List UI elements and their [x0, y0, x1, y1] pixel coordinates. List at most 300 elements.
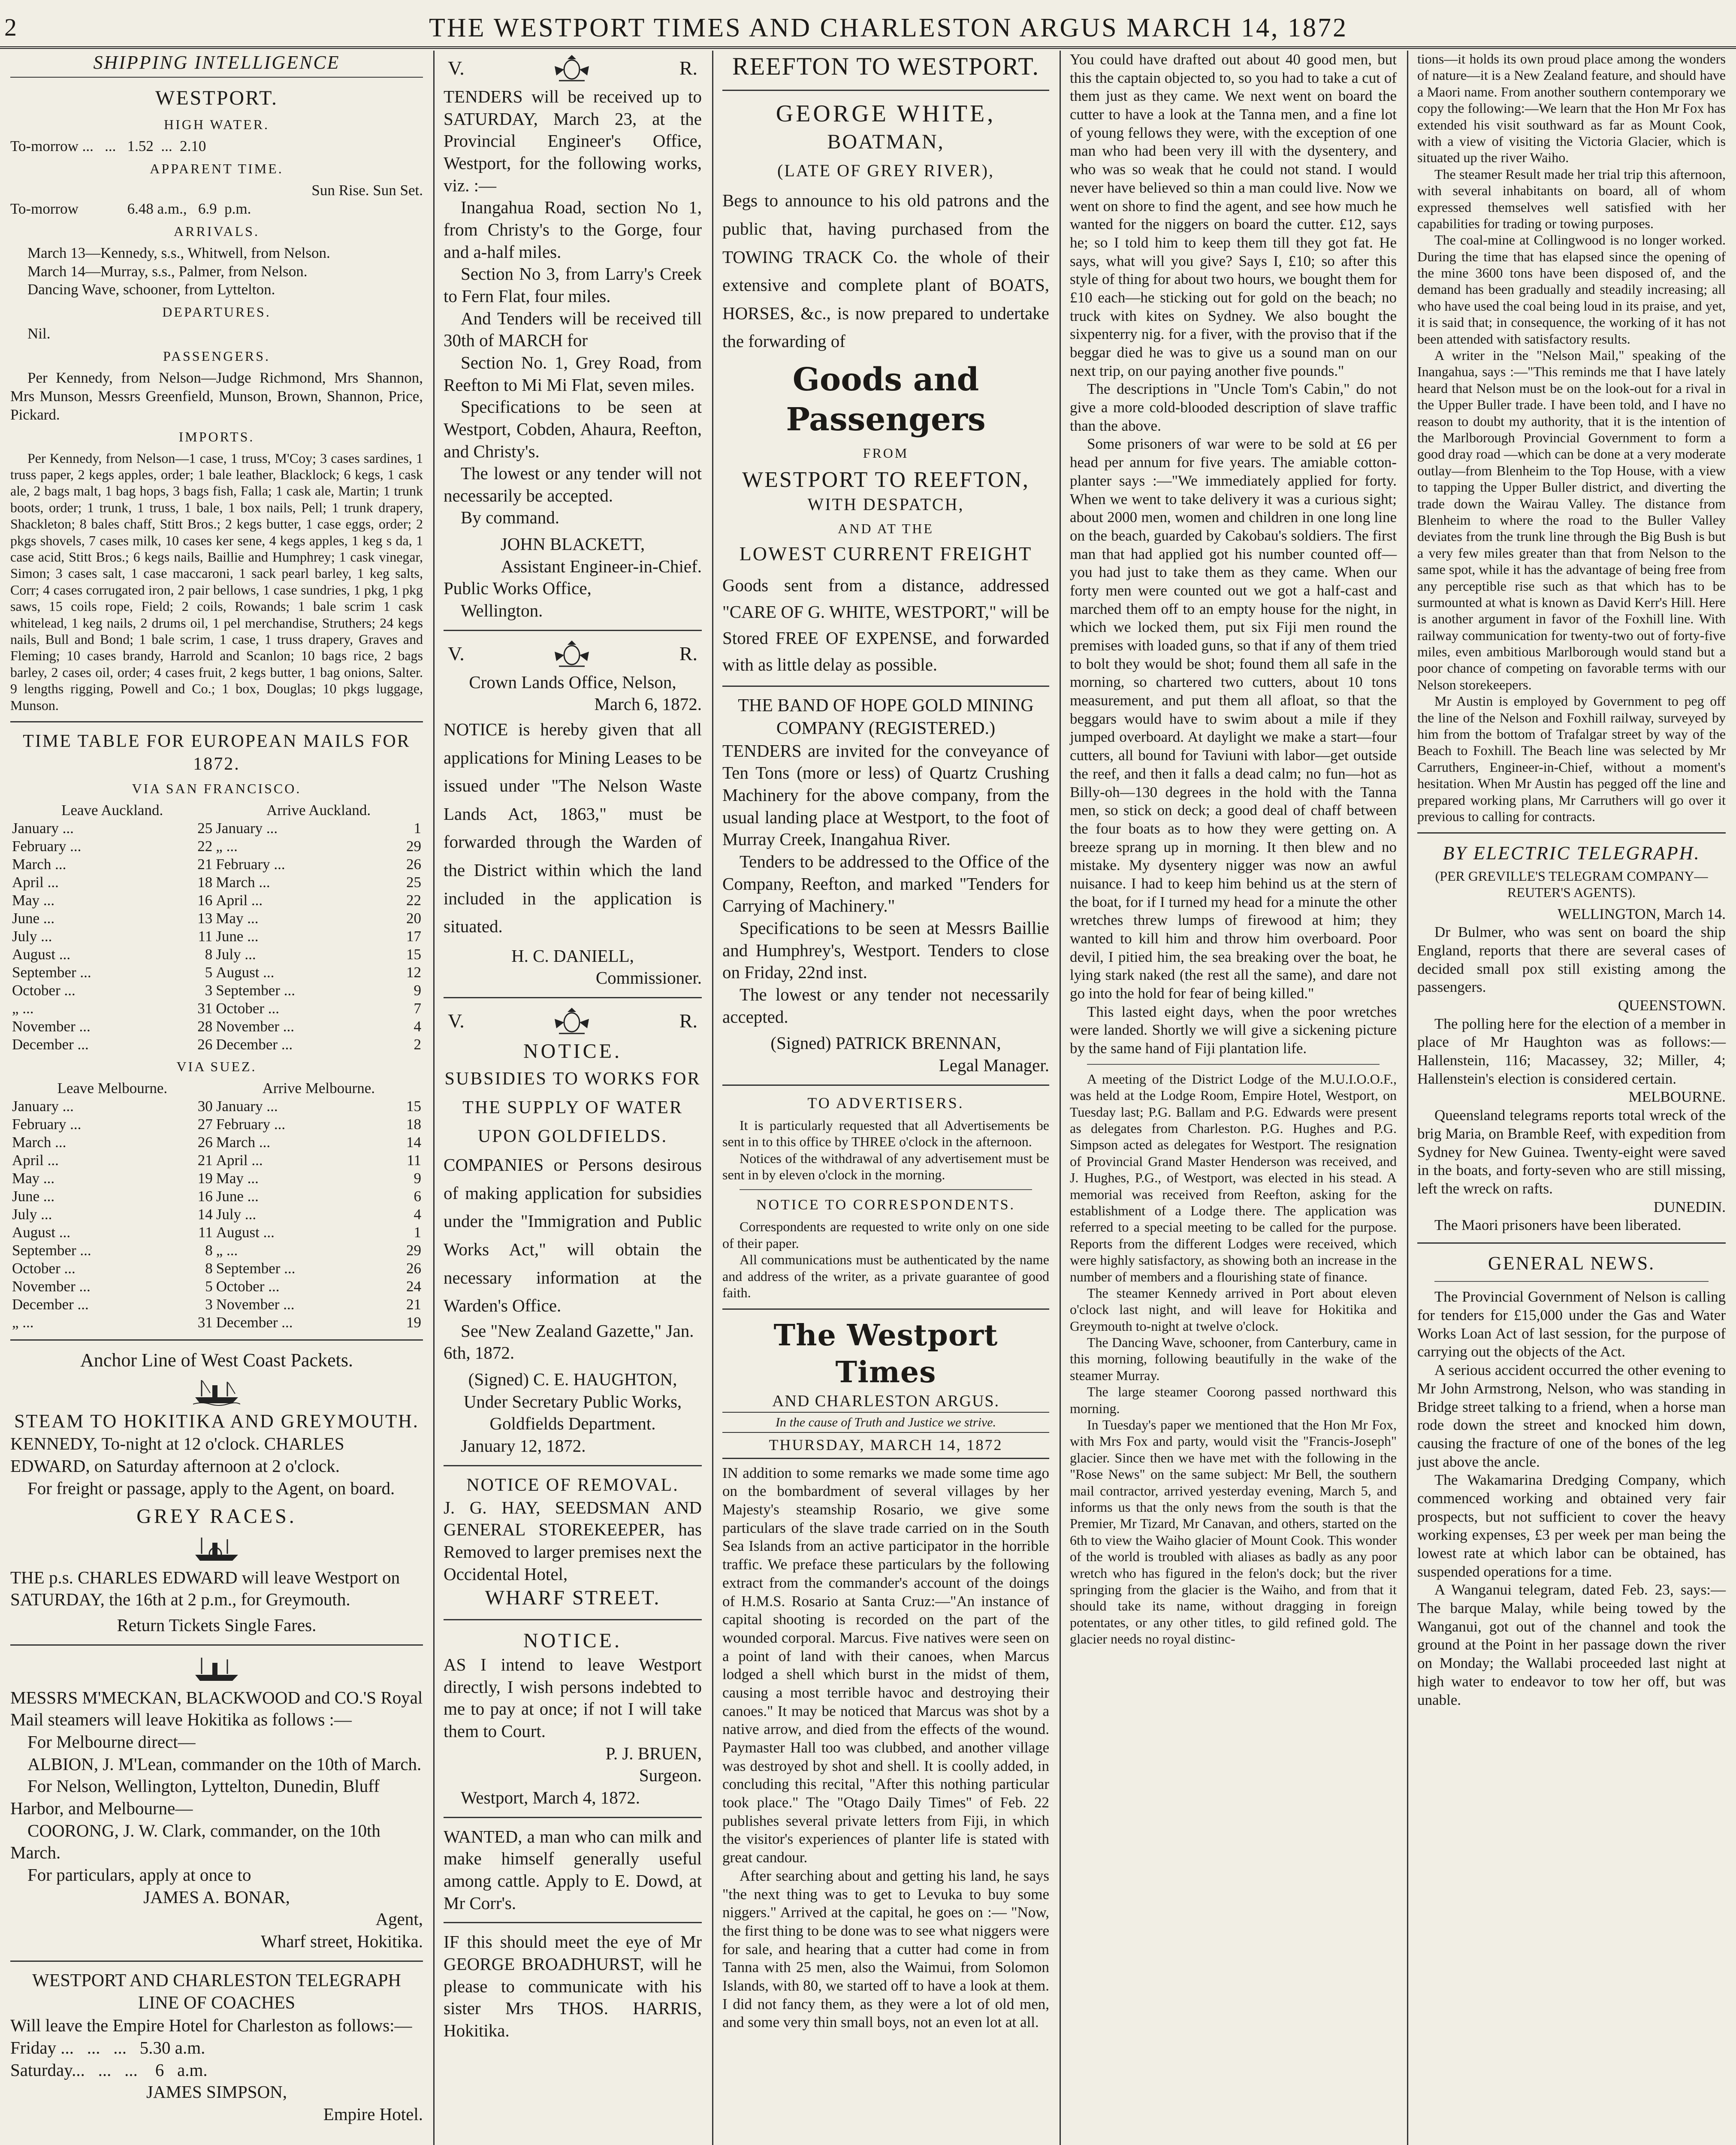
- section-rule: [444, 1817, 702, 1818]
- table-cell: 14: [406, 1134, 421, 1151]
- general-news-item: The Provincial Government of Nelson is calling for tenders for £15,000 under the Gas and Water Works Loan Act of last session, for the purpose of carrying out the objects of the Act.: [1417, 1288, 1726, 1360]
- nameplate-sub: AND CHARLESTON ARGUS.: [772, 1392, 1000, 1410]
- hope-body-2: Tenders to be addressed to the Office of the Company, Reefton, and marked "Tenders for Carrying of Machinery.": [722, 852, 1049, 916]
- news-paragraph: A writer in the "Nelson Mail," speaking of the Inangahua, says :—"This reminds me that I have lately heard that Nelson must be on the look-out for a rival in the Upper Buller trade. I have been told, and I have no reason to doubt my authority, that it is the intention of the Marlborough Provincial Government to form a good dray road —which can be done at a very moderate outlay—from Blenheim to the Top House, with a view to tapping the Upper Buller district, and diverting the trade down the Wairau Valley. The distance from Blenheim to where the road to the Buller Valley deviates from the trunk line through the Big Bush is but a very few miles greater than that from Nelson to the same spot, while it has the advantage of being free from any perceptible rise such as that which has to be surmounted at what is known as David Kerr's Hill. Here is another argument in favor of the Foxhill line. With railway communication for twenty-two out of forty-five miles, even ambitious Marlborough would stand but a poor chance of competing on favorable terms with our Nelson storekeepers.: [1417, 347, 1726, 692]
- header-rule: [0, 46, 1736, 49]
- table-cell: 15: [406, 946, 421, 963]
- sun-heads: Sun Rise. Sun Set.: [311, 182, 423, 199]
- table-cell: „ ...: [12, 1314, 34, 1331]
- table-cell: January ...: [12, 1098, 74, 1115]
- daniell-title: Commissioner.: [595, 968, 702, 988]
- table-row: [10, 964, 423, 982]
- table-cell: 1: [414, 1224, 421, 1241]
- table-cell: February ...: [216, 856, 285, 873]
- section-rule: [444, 1922, 702, 1923]
- table-row: [10, 1169, 423, 1187]
- nz-ports: For Nelson, Wellington, Lyttelton, Dunedin, Bluff Harbor, and Melbourne—: [10, 1776, 380, 1818]
- table-cell: December ...: [12, 1296, 89, 1313]
- table-cell: June ...: [12, 1188, 55, 1205]
- table-cell: April ...: [216, 1152, 263, 1169]
- high-water-line: To-morrow ... ... 1.52 ... 2.10: [10, 138, 206, 155]
- late-of-line: (LATE OF GREY RIVER),: [777, 161, 994, 181]
- departures-label: DEPARTURES.: [162, 304, 271, 320]
- brennan-name: (Signed) PATRICK BRENNAN,: [770, 1033, 1001, 1053]
- saturday-time: Saturday... ... ... 6 a.m.: [10, 2060, 208, 2080]
- haughton-title: Under Secretary Public Works,: [463, 1391, 682, 1411]
- telegraph-sub: (PER GREVILLE'S TELEGRAM COMPANY— REUTER'S AGENTS).: [1435, 868, 1708, 900]
- table-head: Arrive Melbourne.: [262, 1080, 375, 1097]
- table-row: [10, 1097, 423, 1115]
- table-row: [10, 1296, 423, 1314]
- arrival-item: March 13—Kennedy, s.s., Whitwell, from Nelson.: [27, 244, 330, 261]
- steam-body-agent: For freight or passage, apply to the Agent, on board.: [27, 1478, 395, 1498]
- hope-body: TENDERS are invited for the conveyance of Ten Tons (more or less) of Quartz Crushing Machinery for the above company, from the usual landing place at Westport, to the foot of Murray Creek, Inangahua River.: [722, 740, 1049, 849]
- royal-crest-icon: [546, 1006, 598, 1036]
- dateline-wellington: WELLINGTON, March 14.: [1557, 905, 1726, 922]
- reefton-title: REEFTON TO WESTPORT.: [732, 52, 1039, 80]
- to-correspondents: NOTICE TO CORRESPONDENTS.: [756, 1196, 1016, 1213]
- table-cell: 20: [406, 910, 421, 927]
- table-row: [10, 909, 423, 927]
- despatch-line: WITH DESPATCH,: [807, 495, 964, 514]
- royal-crest-icon: [546, 639, 598, 669]
- table-cell: September ...: [12, 1242, 91, 1259]
- table-cell: 3: [205, 982, 213, 999]
- column-news: [1060, 51, 1407, 2145]
- table-cell: April ...: [12, 874, 59, 891]
- news-paragraph: A meeting of the District Lodge of the M.U.I.O.O.F., was held at the Lodge Room, Empire Hotel, Westport, on Tuesday last; P.G. Ballam and P.G. Edwards were present as delegates from Charleston. P.G. Hughes and P.G. Simpson acted as delegates for Westport. The resignation of Provincial Grand Master Henderson was received, and J. Hughes, P.G., of Westport, was elected in his stead. A memorial was received from Reefton, asking for the establishment of a Lodge there. The application was referred to a special meeting to be called for the purpose. Reports from the different Lodges were received, which were highly satisfactory, as showing both an increase in the number of members and a flourishing state of finance.: [1070, 1071, 1397, 1284]
- to-advertisers: TO ADVERTISERS.: [807, 1094, 964, 1112]
- table-cell: July ...: [216, 1206, 257, 1223]
- albion-line: ALBION, J. M'Lean, commander on the 10th of March.: [27, 1754, 422, 1774]
- arrival-item: March 14—Murray, s.s., Palmer, from Nelson.: [27, 263, 308, 280]
- port-heading: WESTPORT.: [155, 87, 278, 110]
- daniell-name: H. C. DANIELL,: [511, 946, 634, 966]
- shipping-title: SHIPPING INTELLIGENCE: [10, 51, 423, 78]
- table-cell: 31: [197, 1314, 213, 1331]
- dateline-melbourne: MELBOURNE.: [1628, 1088, 1726, 1106]
- table-row: [10, 946, 423, 964]
- telegram-text: The Maori prisoners have been liberated.: [1434, 1217, 1682, 1234]
- table-cell: 8: [205, 1242, 213, 1259]
- table-cell: 16: [197, 1188, 213, 1205]
- mails-title: TIME TABLE FOR EUROPEAN MAILS FOR 1872.: [23, 731, 411, 774]
- table-cell: 14: [197, 1206, 213, 1223]
- vr-crest-line: [448, 1006, 697, 1036]
- white-body-2: Goods sent from a distance, addressed "CARE OF G. WHITE, WESTPORT," will be Stored FREE OF EXPENSE, and forwarded with as little delay as possible.: [722, 575, 1049, 674]
- mining-notice-body: NOTICE is hereby given that all applications for Mining Leases to be issued under "The Nelson Waste Lands Act, 1863," must be forwarded through the Warden of the District within which the land included in the application is situated.: [444, 719, 702, 937]
- table-cell: March ...: [12, 1134, 66, 1151]
- table-cell: 22: [406, 892, 421, 909]
- table-cell: 5: [205, 964, 213, 981]
- table-cell: 24: [406, 1278, 421, 1295]
- table-cell: 9: [414, 982, 421, 999]
- table-cell: 21: [197, 1152, 213, 1169]
- table-row: [10, 855, 423, 873]
- wanted-body: WANTED, a man who can milk and make himself generally useful among cattle. Apply to E. Dowd, at Mr Corr's.: [444, 1826, 702, 1913]
- imports-label: IMPORTS.: [178, 429, 255, 445]
- page-number: 2: [4, 13, 17, 41]
- table-row: [10, 1151, 423, 1169]
- table-cell: August ...: [12, 946, 71, 963]
- table-cell: 28: [197, 1018, 213, 1035]
- grey-races-body: THE p.s. CHARLES EDWARD will leave Westport on SATURDAY, the 16th at 2 p.m., for Greymouth.: [10, 1567, 400, 1610]
- table-cell: July ...: [216, 946, 256, 963]
- table-cell: April ...: [12, 1152, 59, 1169]
- table-cell: December ...: [216, 1036, 293, 1053]
- table-cell: September ...: [216, 1260, 296, 1277]
- works-item: Inangahua Road, section No 1, from Christy's to the Gorge, four and a-half miles.: [444, 197, 702, 262]
- telegram-text: The polling here for the election of a member in place of Mr Haughton was as follows:—Hallenstein, 116; Macassey, 32; Miller, 4; Hallenstein's election is considered certain.: [1417, 1015, 1726, 1087]
- general-news-title: GENERAL NEWS.: [1488, 1252, 1655, 1274]
- table-cell: January ...: [216, 1098, 278, 1115]
- telegraph-title: BY ELECTRIC TELEGRAPH.: [1443, 843, 1700, 864]
- lowest-freight: LOWEST CURRENT FREIGHT: [739, 543, 1033, 565]
- mail-table-suez: [10, 1079, 423, 1332]
- news-paragraph: The coal-mine at Collingwood is no longer worked. During the time that has elapsed since the opening of the mine 3600 tons have been disposed of, and the demand has been gradually and steadily increasing; all who have used the coal being loud in its praise, and yet, it is said that; in consequence, the working of it has not been attended with satisfactory results.: [1417, 232, 1726, 347]
- hope-body-3: Specifications to be seen at Messrs Baillie and Humphrey's, Westport. Tenders to close on Friday, 22nd inst.: [722, 918, 1049, 982]
- table-cell: 6: [414, 1188, 421, 1205]
- table-cell: February ...: [12, 838, 82, 855]
- table-cell: 19: [406, 1314, 421, 1331]
- table-cell: „ ...: [216, 838, 238, 855]
- table-cell: November ...: [216, 1296, 295, 1313]
- crown-lands-office: Crown Lands Office, Nelson,: [469, 672, 676, 692]
- sun-line: To-morrow 6.48 a.m., 6.9 p.m.: [10, 200, 251, 217]
- westport-reefton: WESTPORT TO REEFTON,: [742, 467, 1030, 492]
- apparent-time-label: APPARENT TIME.: [150, 160, 284, 176]
- goods-passengers: Goods and Passengers: [786, 361, 986, 438]
- tenders-also: And Tenders will be received till 30th of MARCH for: [444, 308, 702, 350]
- issue-date: THURSDAY, MARCH 14, 1872: [722, 1433, 1049, 1459]
- table-row: [10, 819, 423, 837]
- steamship-icon: [193, 1653, 240, 1683]
- high-water-label: HIGH WATER.: [163, 116, 270, 132]
- table-cell: 29: [406, 1242, 421, 1259]
- table-cell: July ...: [12, 1206, 52, 1223]
- haughton-date: January 12, 1872.: [461, 1436, 586, 1456]
- news-paragraph: tions—it holds its own proud place among the wonders of nature—it is a New Zealand feature, and should have a Maori name. From another southern contemporary we copy the following:—We learn that the Hon Mr Fox has extended his visit southward as far as Mount Cook, with a view of visiting the Victoria Glacier, which is situated up the river Waiho.: [1417, 51, 1726, 166]
- vr-right: R.: [679, 1010, 697, 1032]
- table-cell: 22: [197, 838, 213, 855]
- table-head: Leave Auckland.: [61, 802, 163, 819]
- short-rule: [740, 1189, 1032, 1190]
- table-cell: October ...: [12, 1260, 75, 1277]
- table-cell: 26: [406, 856, 421, 873]
- blackett-title: Assistant Engineer-in-Chief.: [501, 556, 702, 576]
- pwo-place: Wellington.: [461, 601, 543, 621]
- table-cell: July ...: [12, 928, 52, 945]
- table-cell: 26: [197, 1036, 213, 1053]
- table-cell: 26: [406, 1260, 421, 1277]
- white-body: Begs to announce to his old patrons and the public that, having purchased from the TOWING TRACK Co. the whole of their extensive and complete plant of BOATS, HORSES, &c., is now prepared to undertake the forwarding of: [722, 190, 1049, 351]
- bruen-date: Westport, March 4, 1872.: [461, 1788, 640, 1808]
- general-news-item: A Wanganui telegram, dated Feb. 23, says:—The barque Malay, while being towed by the Wanganui, got out of the channel and took the ground at the Point in her passage down the river on Monday; the Wallabi proceeded last night at high water to endeavor to tow her off, but was unable.: [1417, 1581, 1726, 1708]
- table-row: [10, 1260, 423, 1278]
- broadhurst-body: IF this should meet the eye of Mr GEORGE BROADHURST, will he please to communicate with his sister Mrs THOS. HARRIS, Hokitika.: [444, 1932, 702, 2040]
- table-cell: 13: [197, 910, 213, 927]
- table-cell: May ...: [12, 1170, 55, 1187]
- news-paragraph: Some prisoners of war were to be sold at £6 per head per annum for five years. The amiable cotton-planter says :—"We immediately applied for forty. When we went to take delivery it was a curious sight; about 2000 men, women and children in one long line on the beach, guarded by Cakobau's soldiers. The first man that had applied got his number counted off—you had just to take them as they came. When our forty men were counted out we got a half-cast and marched them off to an empty house for the night, in which we locked them, put six Fiji men round the premises with loaded guns, so that if any of them tried to bolt they would be shot; found them all safe in the morning, so chartered two cutters, about 10 tons measurement, and put them all afloat, so that the beggars would have to swim about a mile if they jumped overboard. At daylight we make a start—four cutters, all bound for Taviuni with labor—get outside the reef, and then it falls a dead calm; no fun—hot as Billy-oh—130 degrees in the hold with the Tanna men, so stick on deck; a good deal of chaff between the four boats as to how they were getting on. A breeze sprang up in morning. It then blew and no mistake. My dysentery nigger was now an awful nuisance. I had to keep him behind us at the stern of the boat, for if I turned my head for a minute the other wretches threw lumps of firewood at him; they wanted to kill him and throw him overboard. Poor devil, I pitied him, the sea breaking over the boat, he lying stark naked (the rest all the same), and dare not go into the hold for fear of being killed.": [1070, 435, 1397, 1002]
- table-head: Arrive Auckland.: [266, 802, 371, 819]
- editorial-text-2: After searching about and getting his land, he says "the next thing was to get to Levuka to buy some niggers." Arrived at the capital, he goes on :— "Now, the first thing to be done was to see what niggers were for sale, and hearing that a cutter had come in from Tanna with 25 men, also the Waimui, from Solomon Islands, with 80, we started off to have a look at them. I did not fancy them, as they were a lot of old men, and some very thin small boys, not an even lot at all.: [722, 1867, 1049, 2031]
- table-row: [10, 982, 423, 1000]
- table-cell: 19: [197, 1170, 213, 1187]
- table-cell: 16: [197, 892, 213, 909]
- table-row: [10, 1115, 423, 1133]
- news-paragraph: Mr Austin is employed by Government to peg off the line of the Nelson and Foxhill railway, surveyed by him from the bottom of Trafalgar street by way of the Beach to Foxhill. The Beach line was selected by Mr Carruthers, Engineer-in-Chief, without a moment's hesitation. When Mr Austin has pegged off the line and prepared working plans, Mr Carruthers will go over it previous to calling for contracts.: [1417, 693, 1726, 824]
- news-paragraph: The steamer Result made her trial trip this afternoon, with several inhabitants on board, all of whom expressed themselves well satisfied with her capabilities for trading or towing purposes.: [1417, 166, 1726, 231]
- vr-left: V.: [448, 642, 465, 665]
- table-cell: 2: [414, 1036, 421, 1053]
- see-gazette: See "New Zealand Gazette," Jan. 6th, 1872.: [444, 1320, 694, 1363]
- table-cell: February ...: [12, 1116, 82, 1133]
- table-cell: 21: [406, 1296, 421, 1313]
- grey-races-title: GREY RACES.: [136, 1505, 297, 1528]
- boatman-line: BOATMAN,: [827, 130, 945, 153]
- news-paragraph: You could have drafted out about 40 good men, but this the captain objected to, so you had to take a cut of them just as they came. We next went on board the cutter to have a look at the Tanna men, and a fine lot of young fellows they were, with the exception of one man who had been very ill with the dysentery, and who was so weak that he could not stand. I would never have believed so thin a man could live. Now we went on shore to find the agent, and see how much he wanted for the niggers on board the cutter. £12, says he; so I told him to keep them till they got fat. He says, what will you give? Says I, £10; so after this style of thing for about two hours, we bought them for £10 each—he sticking out for gold on the beach; no truck with kites on Sydney. We also bought the sixpenterry nig. for a fiver, with the proviso that if the beggar died he was to give us a sound man on our next trip, on our paying another five pounds.": [1070, 51, 1397, 379]
- vr-left: V.: [448, 1010, 465, 1032]
- general-news-item: A serious accident occurred the other evening to Mr John Armstrong, Nelson, who was standing in Bridge street talking to a friend, when a horse man rode down the street and knocked him down, causing the fracture of one of the bones of the leg just above the ancle.: [1417, 1362, 1726, 1470]
- table-cell: 11: [407, 1152, 421, 1169]
- table-cell: August ...: [216, 964, 275, 981]
- arrival-item: Dancing Wave, schooner, from Lyttelton.: [27, 281, 275, 298]
- bruen-body: AS I intend to leave Westport directly, I wish persons indebted to me to pay at once; if not I will take them to Court.: [444, 1655, 702, 1741]
- dateline-queenstown: QUEENSTOWN.: [1618, 997, 1726, 1014]
- friday-time: Friday ... ... ... 5.30 a.m.: [10, 2037, 205, 2057]
- telegraph-coaches-title: WESTPORT AND CHARLESTON TELEGRAPH LINE OF COACHES: [32, 1970, 401, 2013]
- table-row: [10, 927, 423, 946]
- column-editorial: [712, 51, 1060, 2145]
- telegraph-coaches-body: Will leave the Empire Hotel for Charleston as follows:—: [10, 2015, 412, 2036]
- dateline-dunedin: DUNEDIN.: [1653, 1198, 1726, 1215]
- telegram-text: Dr Bulmer, who was sent on board the ship England, reports that there are several cases of decided small pox still existing among the passengers.: [1417, 924, 1726, 996]
- table-cell: 8: [205, 1260, 213, 1277]
- table-cell: November ...: [216, 1018, 295, 1035]
- table-cell: 25: [406, 874, 421, 891]
- companies-body: COMPANIES or Persons desirous of making application for subsidies under the "Immigration and Public Works Act," will obtain the necessary information at the Warden's Office.: [444, 1155, 702, 1316]
- table-cell: 25: [197, 820, 213, 837]
- table-row: [10, 837, 423, 855]
- table-cell: December ...: [12, 1036, 89, 1053]
- steam-body: KENNEDY, To-night at 12 o'clock. CHARLES EDWARD, on Saturday afternoon at 2 o'clock.: [10, 1434, 344, 1476]
- table-cell: 30: [197, 1098, 213, 1115]
- short-rule: [1434, 1281, 1709, 1282]
- table-cell: „ ...: [12, 1000, 34, 1017]
- lowest-tender: The lowest or any tender will not necessarily be accepted.: [444, 463, 702, 505]
- correspondents-body: Correspondents are requested to write only on one side of their paper.: [722, 1219, 1049, 1251]
- table-cell: January ...: [216, 820, 278, 837]
- hope-body-4: The lowest or any tender not necessarily accepted.: [722, 985, 1049, 1027]
- news-paragraph: The Dancing Wave, schooner, from Canterbury, came in this morning, following beautifully in the wake of the steamer Murray.: [1070, 1335, 1397, 1383]
- correspondents-body-2: All communications must be authenticated by the name and address of the writer, as a private guarantee of good faith.: [722, 1252, 1049, 1300]
- hay-body: J. G. HAY, SEEDSMAN AND GENERAL STOREKEEPER, has Removed to larger premises next the Occidental Hotel,: [444, 1497, 702, 1584]
- short-rule: [1087, 1064, 1380, 1065]
- subsidies-title: SUBSIDIES TO WORKS FOR THE SUPPLY OF WATER UPON GOLDFIELDS.: [444, 1069, 701, 1146]
- section-rule: [1417, 832, 1726, 834]
- vr-crest-line: [448, 53, 697, 83]
- royal-crest-icon: [546, 53, 598, 83]
- section-rule: [722, 90, 1049, 91]
- vr-crest-line: [448, 639, 697, 669]
- section-rule: [10, 1339, 423, 1341]
- and-at-line: AND AT THE: [838, 520, 934, 536]
- table-row: [10, 1314, 423, 1332]
- vr-right: R.: [679, 642, 697, 665]
- departures-value: Nil.: [27, 325, 51, 342]
- removal-title: NOTICE OF REMOVAL.: [466, 1475, 679, 1495]
- simpson-name: JAMES SIMPSON,: [146, 2082, 287, 2102]
- haughton-dept: Goldfields Department.: [489, 1414, 656, 1434]
- table-cell: 18: [197, 874, 213, 891]
- imports-text: Per Kennedy, from Nelson—1 case, 1 truss, M'Coy; 3 cases sardines, 1 truss paper, 2 kegs apples, order; 1 bale leather, Blacklock; 6 kegs, 1 cask ale, 2 bags malt, 1 bag hops, 3 bags fish, Falla; 1 cask ale, Martin; 1 trunk boots, order; 1 trunk, 1 truss, 1 bale, 1 box nails, Pell; 1 trunk drapery, Shackleton; 8 bales chaff, Stitt Bros.; 2 kegs butter, 1 case eggs, order; 2 pkgs shovels, 7 cases milk, 10 cases ker sene, 4 kegs apples, 1 keg s da, 1 case acid, Stitt Bros.; 6 kegs nails, Baillie and Humphrey; 1 cask vinegar, Simon; 3 cases salt, 1 case maccaroni, 1 sack pearl barley, 1 keg salts, Corr; 4 cases corrugated iron, 2 pair bellows, 1 case sundries, 1 pkg, 1 pkg saws, 15 coils rope, Field; 2 coils, Rowands; 1 bale scrim 1 cask whitelead, 1 keg nails, 2 drums oil, 1 pel merchandise, Struthers; 24 kegs nails, Bull and Bond; 1 bale scrim, 1 case, 1 truss drapery, Graves and Fleming; 10 cases brandy, Harrold and Scanlon; 10 bags rice, 2 bags barley, 2 cases oil, order; 4 cases fruit, 2 kegs butter, 1 bag onions, Salter. 9 lengths rigging, Powell and Co.; 1 box, Douglas; 10 pkgs luggage, Munson.: [10, 450, 423, 713]
- column-notices: [433, 51, 712, 2145]
- table-cell: November ...: [12, 1018, 91, 1035]
- by-command: By command.: [461, 508, 560, 528]
- brennan-title: Legal Manager.: [939, 1055, 1049, 1075]
- table-cell: August ...: [12, 1224, 71, 1241]
- table-head: Leave Melbourne.: [57, 1080, 168, 1097]
- table-cell: May ...: [12, 892, 55, 909]
- works-item: Section No 3, from Larry's Creek to Fern Flat, four miles.: [444, 264, 702, 306]
- arrivals-label: ARRIVALS.: [174, 223, 260, 239]
- news-paragraph: In Tuesday's paper we mentioned that the Hon Mr Fox, with Mrs Fox and party, would visit the "Francis-Joseph" glacier. Since then we have met with the following in the "Rose News" on the same subject: Mr Bell, the southern mail contractor, arrived yesterday evening, March 5, and informs us that the only news from the south is that the Premier, Mr Tizard, Mr Canavan, and others, started on the 6th to view the Waiho glacier of Mount Cook. This wonder of the world is troubled with aliases as badly as any poor wretch who has figured in the felon's dock; but the river springing from the glacier is the Waiho, and from that it should take its name, without dragging in foreign potentates, or any other titles, to gild refined gold. The glacier needs no royal distinc-: [1070, 1417, 1397, 1647]
- editorial-text: IN addition to some remarks we made some time ago on the bombardment of several villages by her Majesty's steamship Rosario, we give some particulars of the slave trade carried on in the South Sea Islands from an active participator in the horrible traffic. We preface these particulars by the following extract from the commander's account of the doings of H.M.S. Rosario at Santa Cruz:—"An instance of capital shooting is recorded on the part of the wounded corporal. Marcus. Five natives were seen on a point of land with their canoes, when Marcus lodged a shell which burst in the midst of them, causing a most terrible havoc and destroying their canoes." It may be noticed that Marcus was shot by a native arrow, and died from the effects of the wound. Paymaster Hall too was clubbed, and another village was destroyed by shot and shell. It is coolly added, in concluding this recital, "After this nothing particular took place." The "Otago Daily Times" of Feb. 22 publishes several private letters from Fiji, in which the visitor's experiences of planter life is stated with great candour.: [722, 1464, 1049, 1866]
- advertisers-body-2: Notices of the withdrawal of any advertisement must be sent in by eleven o'clock in the morning.: [722, 1150, 1049, 1183]
- table-cell: November ...: [12, 1278, 91, 1295]
- table-cell: October ...: [216, 1000, 280, 1017]
- section-rule: [722, 686, 1049, 687]
- table-cell: 11: [198, 928, 213, 945]
- table-cell: December ...: [216, 1314, 293, 1331]
- column-shipping: [0, 51, 433, 2145]
- table-cell: September ...: [216, 982, 295, 999]
- wharf-street: WHARF STREET.: [485, 1586, 661, 1610]
- table-cell: „ ...: [216, 1242, 238, 1259]
- passengers-label: PASSENGERS.: [163, 348, 270, 364]
- table-cell: 27: [197, 1116, 213, 1133]
- table-row: [10, 1018, 423, 1036]
- table-cell: October ...: [12, 982, 75, 999]
- table-cell: 17: [406, 928, 421, 945]
- particulars-line: For particulars, apply at once to: [27, 1864, 251, 1885]
- table-cell: May ...: [216, 1170, 259, 1187]
- running-head: THE WESTPORT TIMES AND CHARLESTON ARGUS MARCH 14, 1872: [429, 13, 1348, 42]
- table-cell: 8: [205, 946, 213, 963]
- table-cell: 7: [414, 1000, 421, 1017]
- crown-lands-date: March 6, 1872.: [594, 694, 702, 714]
- section-rule: [10, 1961, 423, 1962]
- table-cell: May ...: [216, 910, 259, 927]
- table-cell: 11: [198, 1224, 213, 1241]
- news-paragraph: This lasted eight days, when the poor wretches were landed. Shortly we will give a sickening picture by the same hand of Fiji plantation life.: [1070, 1003, 1397, 1057]
- table-row: [10, 1000, 423, 1018]
- melbourne-direct: For Melbourne direct—: [27, 1731, 196, 1752]
- table-cell: 5: [205, 1278, 213, 1295]
- section-rule: [444, 630, 702, 631]
- section-rule: [1417, 1242, 1726, 1244]
- vr-right: R.: [679, 57, 697, 79]
- advertisers-body: It is particularly requested that all Advertisements be sent in to this office by THREE o'clock in the afternoon.: [722, 1118, 1049, 1150]
- specifications: Specifications to be seen at Westport, Cobden, Ahaura, Reefton, and Christy's.: [444, 397, 702, 461]
- table-row: [10, 1224, 423, 1242]
- bruen-title: Surgeon.: [639, 1765, 702, 1785]
- table-cell: 4: [414, 1018, 421, 1035]
- steamship-icon: [193, 1376, 240, 1406]
- pwo-line: Public Works Office,: [444, 578, 592, 598]
- table-cell: 1: [414, 820, 421, 837]
- table-row: [10, 1278, 423, 1296]
- anchor-line-title: Anchor Line of West Coast Packets.: [80, 1350, 353, 1371]
- notice-heading: NOTICE.: [523, 1629, 622, 1652]
- meckan-body: MESSRS M'MECKAN, BLACKWOOD and CO.'S Royal Mail steamers will leave Hokitika as follows :—: [10, 1687, 423, 1730]
- column-telegraph: [1407, 51, 1736, 2145]
- coorong-line: COORONG, J. W. Clark, commander, on the 10th March.: [10, 1820, 380, 1863]
- table-row: [10, 1133, 423, 1151]
- table-cell: January ...: [12, 820, 74, 837]
- table-cell: April ...: [216, 892, 263, 909]
- section-rule: [10, 1644, 423, 1646]
- table-cell: March ...: [216, 874, 270, 891]
- vr-left: V.: [448, 57, 465, 79]
- section-reefton: Section No. 1, Grey Road, from Reefton to Mi Mi Flat, seven miles.: [444, 352, 702, 395]
- nameplate: The Westport Times: [773, 1318, 998, 1390]
- via-san-francisco: VIA SAN FRANCISCO.: [132, 780, 302, 796]
- news-paragraph: The large steamer Coorong passed northward this morning.: [1070, 1384, 1397, 1416]
- section-rule: [444, 997, 702, 998]
- table-row: [10, 1242, 423, 1260]
- telegram-text: Queensland telegrams reports total wreck of the brig Maria, on Bramble Reef, with expedition from Sydney for New Guinea. Twenty-eight were saved in the boats, and forty-seven who are still missing, left the wreck on rafts.: [1417, 1107, 1726, 1197]
- table-cell: June ...: [12, 910, 55, 927]
- mail-table-sf: [10, 801, 423, 1054]
- table-row: [10, 1036, 423, 1054]
- table-cell: October ...: [216, 1278, 280, 1295]
- table-cell: August ...: [216, 1224, 275, 1241]
- notice-heading: NOTICE.: [523, 1040, 622, 1063]
- table-cell: 4: [414, 1206, 421, 1223]
- bruen-name: P. J. BRUEN,: [605, 1743, 702, 1763]
- table-cell: 3: [205, 1296, 213, 1313]
- section-rule: [10, 721, 423, 722]
- table-cell: March ...: [216, 1134, 271, 1151]
- george-white-name: GEORGE WHITE,: [776, 100, 996, 127]
- table-cell: 29: [406, 838, 421, 855]
- table-cell: September ...: [12, 964, 91, 981]
- table-row: [10, 873, 423, 891]
- motto: In the cause of Truth and Justice we strive.: [722, 1412, 1049, 1433]
- steamship-icon: [193, 1533, 240, 1563]
- bonar-name: JAMES A. BONAR,: [143, 1887, 290, 1907]
- section-rule: [722, 1085, 1049, 1086]
- table-cell: 9: [414, 1170, 421, 1187]
- passengers-text: Per Kennedy, from Nelson—Judge Richmond, Mrs Shannon, Mrs Munson, Messrs Greenfield, Munson, Brown, Shannon, Price, Pickard.: [10, 369, 423, 423]
- steam-hokitika-title: STEAM TO HOKITIKA AND GREYMOUTH.: [14, 1410, 419, 1432]
- from-line: FROM: [863, 445, 909, 461]
- table-row: [10, 1187, 423, 1205]
- table-cell: 18: [406, 1116, 421, 1133]
- table-row: [10, 891, 423, 909]
- bonar-address: Wharf street, Hokitika.: [261, 1931, 423, 1951]
- table-cell: June ...: [216, 928, 259, 945]
- blackett-name: JOHN BLACKETT,: [500, 534, 645, 554]
- general-news-item: The Wakamarina Dredging Company, which commenced working and obtained very fair prospects, but not sufficient to cover the heavy working expenses, £3 per week per man being the lowest rate at which labor can be obtained, has suspended operations for a time.: [1417, 1471, 1726, 1580]
- simpson-address: Empire Hotel.: [323, 2104, 423, 2124]
- table-cell: 15: [406, 1098, 421, 1115]
- table-cell: 26: [197, 1134, 213, 1151]
- section-rule: [722, 1308, 1049, 1310]
- return-tickets: Return Tickets Single Fares.: [117, 1615, 317, 1635]
- table-cell: March ...: [12, 856, 66, 873]
